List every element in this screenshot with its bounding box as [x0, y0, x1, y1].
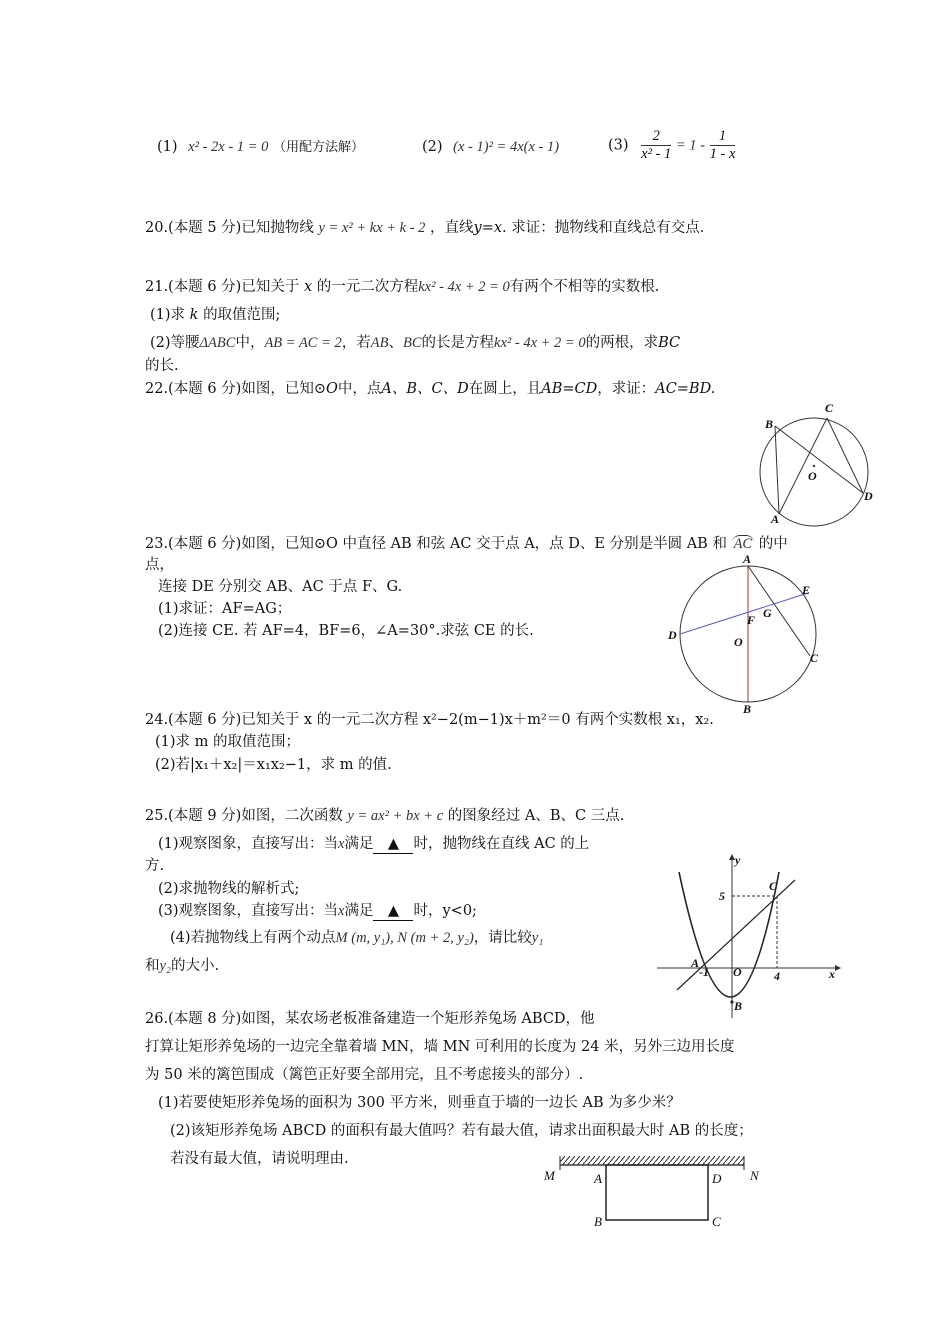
- q26-line6: 若没有最大值，请说明理由.: [170, 1151, 349, 1167]
- q25-graph: [655, 852, 850, 1022]
- q23-arc-ac: AC: [733, 536, 753, 552]
- q25-label-c: C: [769, 879, 778, 893]
- q23-label-c: C: [810, 651, 819, 665]
- q23-line-de: [680, 593, 808, 634]
- q19-part1: (1) x² - 2x - 1 = 0 （用配方法解）: [157, 139, 364, 155]
- q22-chord-cd: [827, 418, 863, 493]
- q21-sub1: (1)求 k 的取值范围;: [150, 307, 281, 323]
- q25-line5: (4)若抛物线上有两个动点M (m, y₁), N (m + 2, y₂)，请比较y₁: [170, 930, 544, 946]
- q25-answer-blank-1: ▲: [373, 835, 413, 854]
- q23-line4: (2)连接 CE. 若 AF=4，BF=6，∠A=30°.求弦 CE 的长.: [158, 623, 534, 639]
- q26-line4: (1)若要使矩形养兔场的面积为 300 平方米，则垂直于墙的一边长 AB 为多少米？: [158, 1095, 681, 1111]
- q25-line6: 和y₂的大小.: [145, 958, 220, 974]
- q23-label-e: E: [802, 583, 811, 597]
- q19-eq2: (x - 1)² = 4x(x - 1): [453, 139, 560, 155]
- q22-label-o: O: [808, 469, 817, 483]
- q19-frac1: $\frac{2}{\text{x² - 1}}$: [641, 128, 672, 162]
- q25-tick-neg1: -1: [699, 965, 709, 979]
- q25-label-y: y: [735, 853, 741, 867]
- q26-label-c: C: [712, 1214, 721, 1229]
- q25-line2b: 方.: [145, 858, 165, 874]
- q23-line1: 23.(本题 6 分)如图，已知⊙O 中直径 AB 和弦 AC 交于点 A，点 D、E 分别是半圆 AB 和 AC 的中: [145, 536, 788, 552]
- q24-line2: (1)求 m 的取值范围；: [155, 734, 301, 750]
- q23-label-a: A: [743, 552, 752, 566]
- q22-label-d: D: [864, 489, 873, 503]
- q23-label-f: F: [747, 613, 756, 627]
- q26-label-d: D: [712, 1171, 722, 1186]
- q25-label-a: A: [691, 956, 700, 970]
- q23-label-d: D: [668, 628, 677, 642]
- q22-figure: [755, 400, 885, 530]
- q23-label-g: G: [763, 606, 772, 620]
- q26-wall-hatch: [560, 1156, 744, 1165]
- q22-chord-ba: [775, 426, 779, 514]
- q26-line1: 26.(本题 8 分)如图，某农场老板准备建造一个矩形养兔场 ABCD，他: [145, 1011, 595, 1027]
- q22-text: 22.(本题 6 分)如图，已知⊙O中，点A、B、C、D在圆上，且AB=CD，求证：AC=BD.: [145, 381, 716, 397]
- q22-chord-ac: [779, 418, 827, 514]
- q25-tick-5: 5: [719, 889, 725, 903]
- q26-line5: (2)该矩形养兔场 ABCD 的面积有最大值吗？若有最大值，请求出面积最大时 AB 的长度；: [170, 1123, 753, 1139]
- q22-label-b: B: [765, 417, 774, 431]
- q21-sub2-line2: 的长.: [145, 358, 179, 374]
- q22-chord-bd: [775, 426, 863, 493]
- q26-label-a: A: [594, 1171, 602, 1186]
- q22-center-dot: [813, 465, 815, 467]
- q26-label-b: B: [594, 1214, 602, 1229]
- q23-line1b: 点，: [145, 557, 174, 573]
- q25-x-arrow: [835, 965, 841, 971]
- q19-eq1: x² - 2x - 1 = 0: [188, 139, 269, 155]
- q26-line2: 打算让矩形养兔场的一边完全靠着墙 MN，墙 MN 可利用的长度为 24 米，另外三边用长度: [145, 1039, 735, 1055]
- q25-line2: (1)观察图象，直接写出：当x满足 ▲ 时，抛物线在直线 AC 的上: [158, 836, 590, 852]
- q25-label-x: x: [829, 967, 835, 981]
- q25-line4: (3)观察图象，直接写出：当x满足 ▲ 时，y<0;: [158, 903, 477, 919]
- q19-frac2: $\frac{1}{1 - x}$: [709, 128, 736, 162]
- q20: 20.(本题 5 分)已知抛物线 y = x² + kx + k - 2 ，直线y=x. 求证：抛物线和直线总有交点.: [145, 220, 705, 236]
- q23-chord-ac: [748, 566, 810, 656]
- q23-line3: (1)求证：AF=AG；: [158, 601, 292, 617]
- q25-label-b: B: [734, 999, 743, 1013]
- q19-part2: (2) (x - 1)² = 4x(x - 1): [422, 139, 560, 155]
- q21-sub2: (2)等腰ΔABC中，AB = AC = 2，若AB、BC的长是方程kx² - 4x + 2 = 0的两根，求BC: [150, 335, 681, 351]
- q25-parabola: [679, 872, 779, 997]
- q24-line1: 24.(本题 6 分)已知关于 x 的一元二次方程 x²−2(m−1)x＋m²＝0 有两个实数根 x₁，x₂.: [145, 712, 714, 728]
- q25-tick-4: 4: [774, 969, 780, 983]
- q25-line1: 25.(本题 9 分)如图，二次函数 y = ax² + bx + c 的图象经过 A、B、C 三点.: [145, 808, 625, 824]
- q26-rectangle-abcd: [606, 1165, 708, 1220]
- q23-label-o: O: [734, 635, 743, 649]
- q21-line1: 21.(本题 6 分)已知关于 x 的一元二次方程kx² - 4x + 2 = 0有两个不相等的实数根.: [145, 279, 660, 295]
- q25-line3: (2)求抛物线的解析式;: [158, 881, 300, 897]
- q25-label-o: O: [733, 965, 742, 979]
- q23-figure: [668, 552, 828, 716]
- q22-label-a: A: [771, 512, 780, 526]
- q25-answer-blank-2: ▲: [373, 902, 413, 921]
- q26-figure: [540, 1150, 770, 1240]
- q23-label-b: B: [743, 702, 752, 716]
- q26-label-m: M: [544, 1168, 555, 1183]
- q23-line2: 连接 DE 分别交 AB、AC 于点 F、G.: [158, 579, 403, 595]
- q19-part3: (3) $\frac{2}{\text{x² - 1}}$ = 1 - $\frac{1}{1 - x}$: [608, 128, 736, 162]
- q26-label-n: N: [750, 1168, 759, 1183]
- q24-line3: (2)若|x₁＋x₂|＝x₁x₂−1，求 m 的值.: [155, 757, 392, 773]
- q22-label-c: C: [825, 401, 834, 415]
- q26-line3: 为 50 米的篱笆围成（篱笆正好要全部用完，且不考虑接头的部分）.: [145, 1067, 584, 1083]
